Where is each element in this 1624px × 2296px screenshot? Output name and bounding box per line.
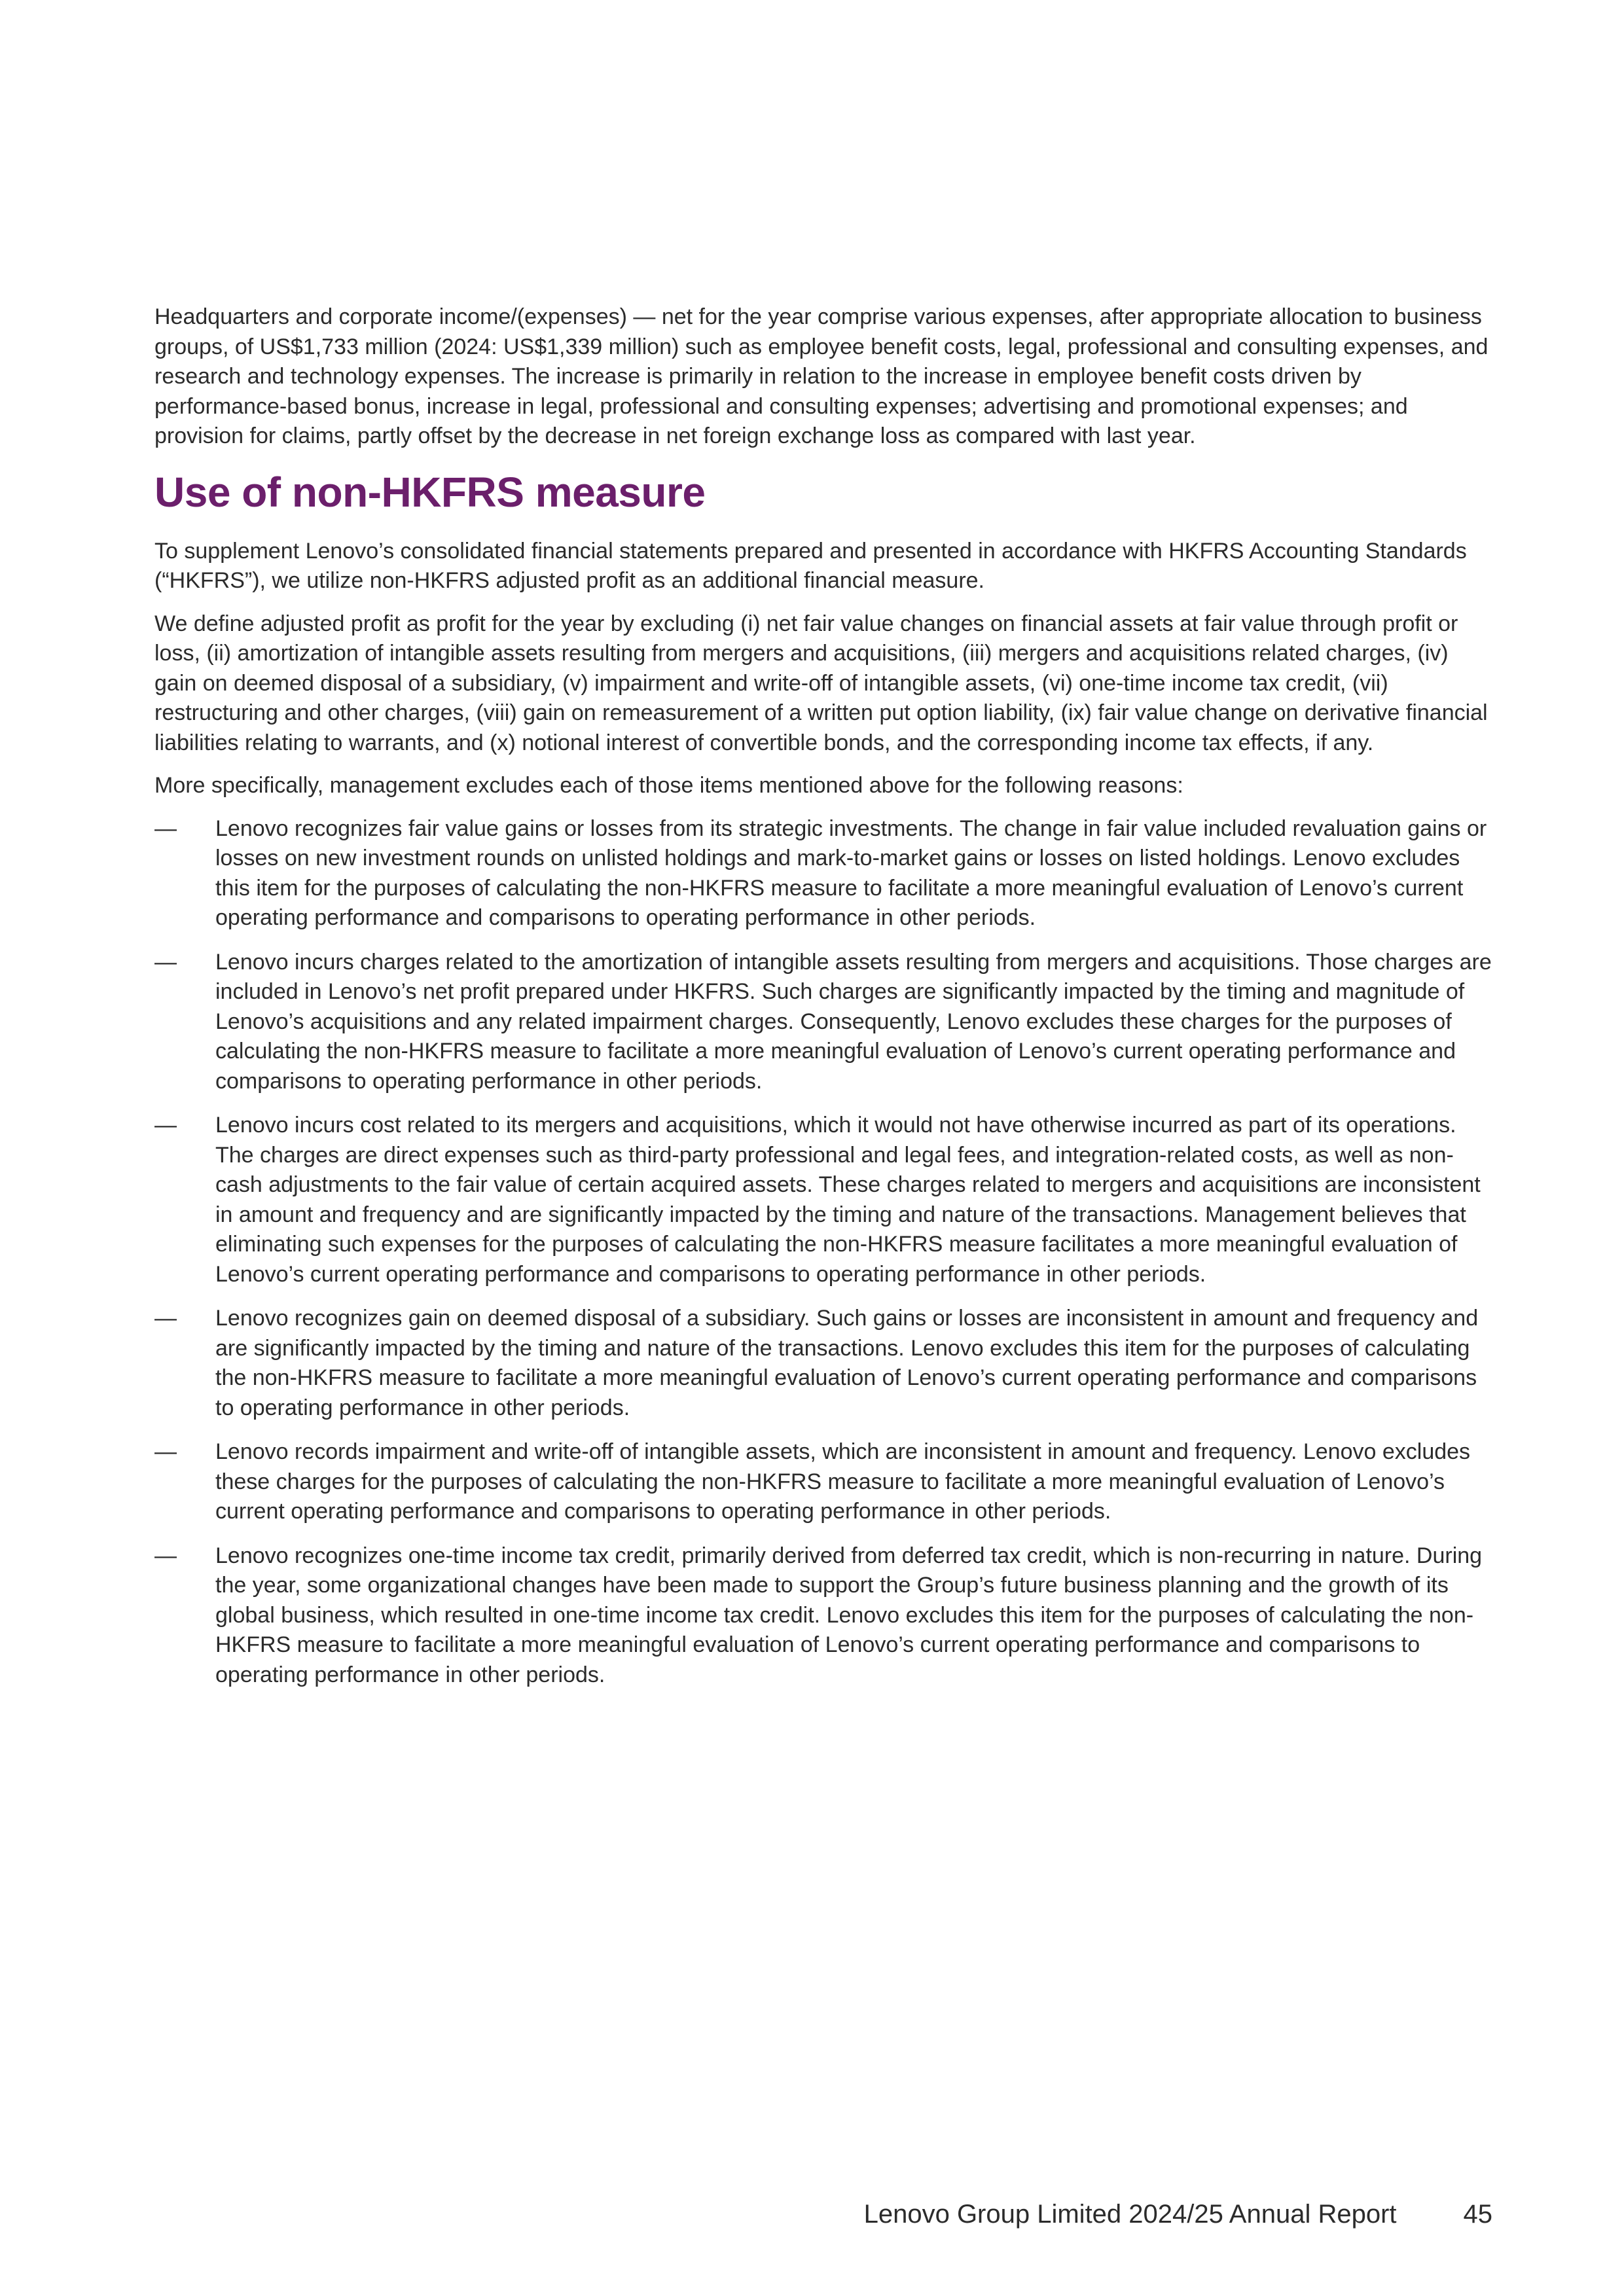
bullet-dash: — xyxy=(154,1306,177,1331)
bullet-dash: — xyxy=(154,949,177,975)
reason-item-amortization xyxy=(154,948,1493,1097)
reason-text: Lenovo incurs charges related to the amortization of intangible assets resulting from mergers and acquisitions. Those charges are included in Lenovo’s net profit prepared under HKFRS. Such charges are significantly impacted by the timing and magnitude of Lenovo’s acquisitions and any related impairment charges. Consequently, Lenovo excludes these charges for the purposes of calculating the non-HKFRS measure to facilitate a more meaningful evaluation of Lenovo’s current operating performance and comparisons to operating performance in other periods. xyxy=(215,949,1492,1094)
reason-item-impairment xyxy=(154,1437,1493,1527)
reason-text: Lenovo records impairment and write-off of intangible assets, which are inconsistent in amount and frequency. Lenovo excludes these charges for the purposes of calculating the non-HKFRS measure to facilitate a more meaningful evaluation of Lenovo’s current operating performance and comparisons to operating performance in other periods. xyxy=(215,1439,1471,1524)
intro-paragraph: Headquarters and corporate income/(expenses) — net for the year comprise various expenses, after appropriate allocation to business groups, of US$1,733 million (2024: US$1,339 million) such as employee benefit costs, legal, professional and consulting expenses, and research and technology expenses. The increase is primarily in relation to the increase in employee benefit costs driven by performance-based bonus, increase in legal, professional and consulting expenses; advertising and promotional expenses; and provision for claims, partly offset by the decrease in net foreign exchange loss as compared with last year. xyxy=(154,304,1489,448)
page-footer xyxy=(864,2198,1492,2231)
section-heading: Use of non-HKFRS measure xyxy=(154,468,706,516)
reasons-list xyxy=(154,814,1493,1691)
page-number: 45 xyxy=(1463,2200,1492,2229)
reason-item-tax-credit xyxy=(154,1541,1493,1691)
page-content xyxy=(154,302,1493,1704)
bullet-dash: — xyxy=(154,816,177,841)
footer-report-title: Lenovo Group Limited 2024/25 Annual Report xyxy=(863,2200,1397,2229)
reason-item-deemed-disposal xyxy=(154,1304,1493,1423)
reasons-lead-paragraph: More specifically, management excludes each of those items mentioned above for the following reasons: xyxy=(154,773,1183,798)
reason-item-fair-value xyxy=(154,814,1493,933)
bullet-dash: — xyxy=(154,1543,177,1568)
reason-text: Lenovo incurs cost related to its mergers and acquisitions, which it would not have otherwise incurred as part of its operations. The charges are direct expenses such as third-party professional and legal fees, and integration-related costs, as well as non-cash adjustments to the fair value of certain acquired assets. These charges related to mergers and acquisitions are inconsistent in amount and frequency and are significantly impacted by the timing and nature of the transactions. Management believes that eliminating such expenses for the purposes of calculating the non-HKFRS measure facilitates a more meaningful evaluation of Lenovo’s current operating performance and comparisons to operating performance in other periods. xyxy=(215,1113,1481,1287)
supplement-paragraph: To supplement Lenovo’s consolidated financial statements prepared and presented in accordance with HKFRS Accounting Standards (“HKFRS”), we utilize non-HKFRS adjusted profit as an additional financial measure. xyxy=(154,538,1467,593)
reason-text: Lenovo recognizes one-time income tax credit, primarily derived from deferred tax credit, which is non-recurring in nature. During the year, some organizational changes have been made to support the Group’s future business planning and the growth of its global business, which resulted in one-time income tax credit. Lenovo excludes this item for the purposes of calculating the non-HKFRS measure to facilitate a more meaningful evaluation of Lenovo’s current operating performance and comparisons to operating performance in other periods. xyxy=(215,1543,1483,1687)
definition-paragraph: We define adjusted profit as profit for the year by excluding (i) net fair value changes on financial assets at fair value through profit or loss, (ii) amortization of intangible assets resulting from mergers and acquisitions, (iii) mergers and acquisitions related charges, (iv) gain on deemed disposal of a subsidiary, (v) impairment and write-off of intangible assets, (vi) one-time income tax credit, (vii) restructuring and other charges, (viii) gain on remeasurement of a written put option liability, (ix) fair value change on derivative financial liabilities relating to warrants, and (x) notional interest of convertible bonds, and the corresponding income tax effects, if any. xyxy=(154,611,1488,755)
reason-text: Lenovo recognizes gain on deemed disposal of a subsidiary. Such gains or losses are inconsistent in amount and frequency and are significantly impacted by the timing and nature of the transactions. Lenovo excludes this item for the purposes of calculating the non-HKFRS measure to facilitate a more meaningful evaluation of Lenovo’s current operating performance and comparisons to operating performance in other periods. xyxy=(215,1306,1479,1420)
reason-item-mergers-acquisitions xyxy=(154,1111,1493,1289)
bullet-dash: — xyxy=(154,1439,177,1464)
reason-text: Lenovo recognizes fair value gains or losses from its strategic investments. The change in fair value included revaluation gains or losses on new investment rounds on unlisted holdings and mark-to-market gains or losses on listed holdings. Lenovo excludes this item for the purposes of calculating the non-HKFRS measure to facilitate a more meaningful evaluation of Lenovo’s current operating performance and comparisons to operating performance in other periods. xyxy=(215,816,1487,930)
bullet-dash: — xyxy=(154,1113,177,1138)
